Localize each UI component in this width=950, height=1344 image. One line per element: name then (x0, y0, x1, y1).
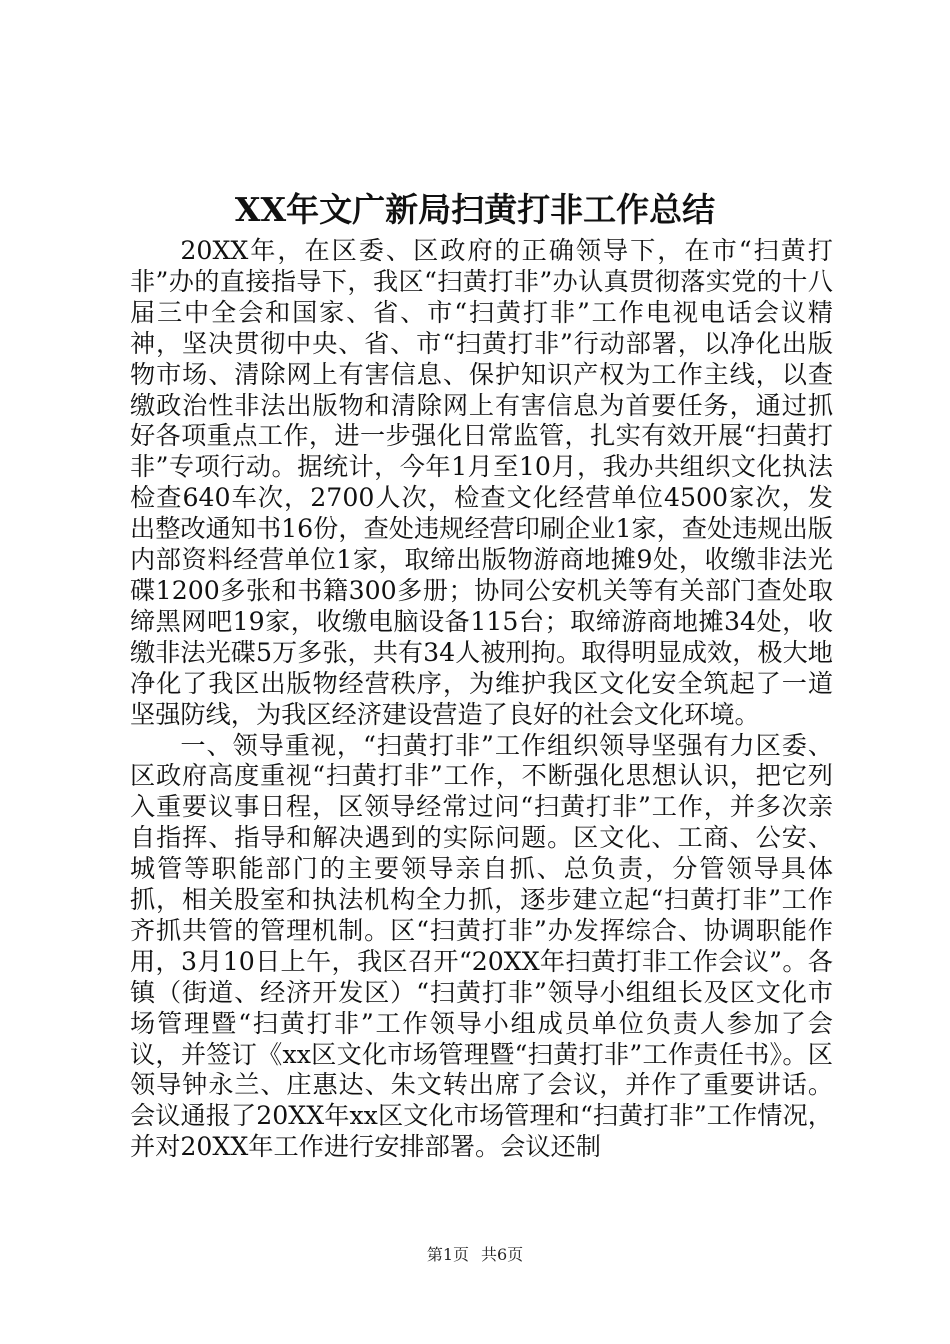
document-body (130, 236, 833, 1163)
page-total: 共6页 (481, 1245, 524, 1264)
page-number: 第1页 (426, 1245, 469, 1264)
page-footer (0, 1245, 950, 1265)
document-title: XX年文广新局扫黄打非工作总结 (234, 190, 716, 229)
paragraph-section-one: 一、领导重视，“扫黄打非”工作组织领导坚强有力区委、区政府高度重视“扫黄打非”工作，不断强化思想认识，把它列入重要议事日程，区领导经常过问“扫黄打非”工作，并多次亲自指挥、指导和解决遇到的实际问题。区文化、工商、公安、城管等职能部门的主要领导亲自抓、总负责，分管领导具体抓，相关股室和执法机构全力抓，逐步建立起“扫黄打非”工作齐抓共管的管理机制。区“扫黄打非”办发挥综合、协调职能作用，3月10日上午，我区召开“20XX年扫黄打非工作会议”。各镇（街道、经济开发区）“扫黄打非”领导小组组长及区文化市场管理暨“扫黄打非”工作领导小组成员单位负责人参加了会议，并签订《xx区文化市场管理暨“扫黄打非”工作责任书》。区领导钟永兰、庄惠达、朱文转出席了会议，并作了重要讲话。会议通报了20XX年xx区文化市场管理和“扫黄打非”工作情况，并对20XX年工作进行安排部署。会议还制 (130, 730, 833, 1162)
paragraph-intro: 20XX年，在区委、区政府的正确领导下，在市“扫黄打非”办的直接指导下，我区“扫黄打非”办认真贯彻落实党的十八届三中全会和国家、省、市“扫黄打非”工作电视电话会议精神，坚决贯彻中央、省、市“扫黄打非”行动部署，以净化出版物市场、清除网上有害信息、保护知识产权为工作主线，以查缴政治性非法出版物和清除网上有害信息为首要任务，通过抓好各项重点工作，进一步强化日常监管，扎实有效开展“扫黄打非”专项行动。据统计，今年1月至10月，我办共组织文化执法检查640车次，2700人次，检查文化经营单位4500家次，发出整改通知书16份，查处违规经营印刷企业1家，查处违规出版内部资料经营单位1家，取缔出版物游商地摊9处，收缴非法光碟1200多张和书籍300多册；协同公安机关等有关部门查处取缔黑网吧19家，收缴电脑设备115台；取缔游商地摊34处，收缴非法光碟5万多张，共有34人被刑拘。取得明显成效，极大地净化了我区出版物经营秩序，为维护我区文化安全筑起了一道坚强防线，为我区经济建设营造了良好的社会文化环境。 (130, 236, 833, 729)
